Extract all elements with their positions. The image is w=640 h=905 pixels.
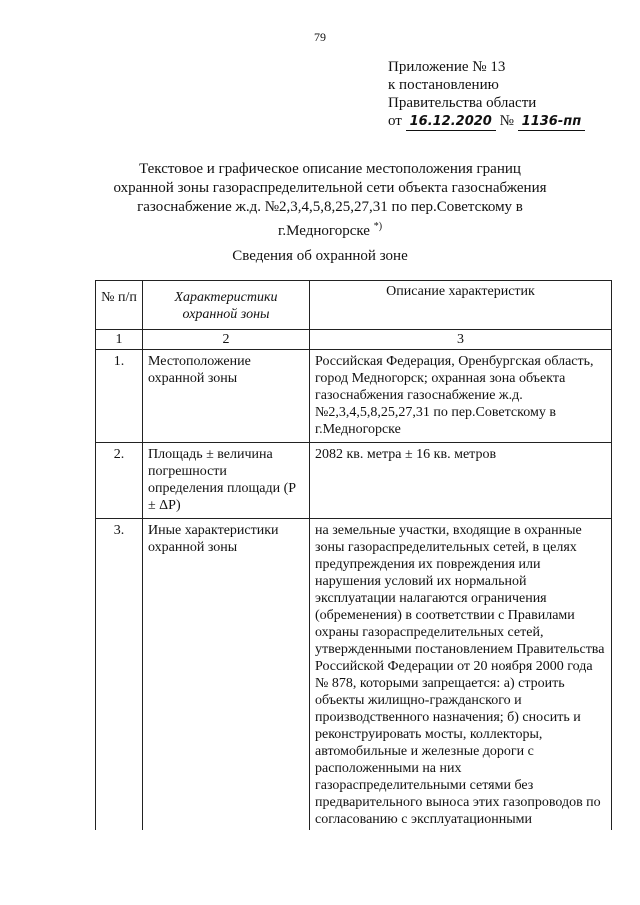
row-name: Иные характеристики охранной зоны — [143, 519, 310, 831]
appendix-line-1: Приложение № 13 — [388, 59, 506, 75]
title-line-4 — [60, 217, 600, 241]
row-number: 1. — [96, 350, 143, 443]
table-row — [96, 443, 612, 519]
table-header-row — [96, 281, 612, 330]
document-title — [60, 160, 600, 241]
number-label: № — [499, 113, 514, 129]
index-cell: 2 — [143, 330, 310, 350]
title-line-3: газоснабжение ж.д. №2,3,4,5,8,25,27,31 по пер.Советскому в — [137, 199, 523, 215]
row-number: 2. — [96, 443, 143, 519]
header-description: Описание характеристик — [310, 281, 612, 330]
table-row — [96, 519, 612, 831]
row-description: на земельные участки, входящие в охранные зоны газораспределительных сетей, в целях предупреждения их повреждения или нарушения условий их нормальной эксплуатации налагаются ограничения (обременения) в соответствии с Правилами охраны газораспределительных сетей, утвержденными постановлением Правительства Российской Федерации от 20 ноября 2000 года № 878, которыми запрещается: а) строить объекты жилищно-гражданского и производственного назначения; б) сносить и реконструировать мосты, коллекторы, автомобильные и железные дороги с расположенными на них газораспределительными сетями без предварительного выноса этих газопроводов по согласованию с эксплуатационными — [310, 519, 612, 831]
appendix-block — [388, 58, 585, 131]
title-line-2: охранной зоны газораспределительной сети объекта газоснабжения — [113, 180, 547, 196]
header-characteristics: Характеристики охранной зоны — [143, 281, 310, 330]
header-number: № п/п — [96, 281, 143, 330]
appendix-line-3: Правительства области — [388, 95, 537, 111]
index-cell: 1 — [96, 330, 143, 350]
page-number: 79 — [314, 30, 326, 44]
appendix-date-line — [388, 112, 585, 131]
from-label: от — [388, 113, 402, 129]
appendix-line-2: к постановлению — [388, 77, 499, 93]
section-subtitle: Сведения об охранной зоне — [232, 248, 408, 264]
title-line-1: Текстовое и графическое описание местоположения границ — [139, 161, 521, 177]
row-name: Площадь ± величина погрешности определения площади (P ± ΔP) — [143, 443, 310, 519]
table-index-row — [96, 330, 612, 350]
table-row — [96, 350, 612, 443]
handwritten-number: 1136-пп — [518, 114, 586, 131]
handwritten-date: 16.12.2020 — [406, 114, 496, 131]
zone-info-table — [95, 280, 612, 830]
index-cell: 3 — [310, 330, 612, 350]
row-name: Местоположение охранной зоны — [143, 350, 310, 443]
footnote-mark: *) — [373, 221, 383, 232]
row-description: Российская Федерация, Оренбургская область, город Медногорск; охранная зона объекта газоснабжения газоснабжение ж.д. №2,3,4,5,8,25,27,31 по пер.Советскому в г.Медногорске — [310, 350, 612, 443]
row-number: 3. — [96, 519, 143, 831]
title-city: г.Медногорске — [277, 223, 370, 239]
row-description: 2082 кв. метра ± 16 кв. метров — [310, 443, 612, 519]
